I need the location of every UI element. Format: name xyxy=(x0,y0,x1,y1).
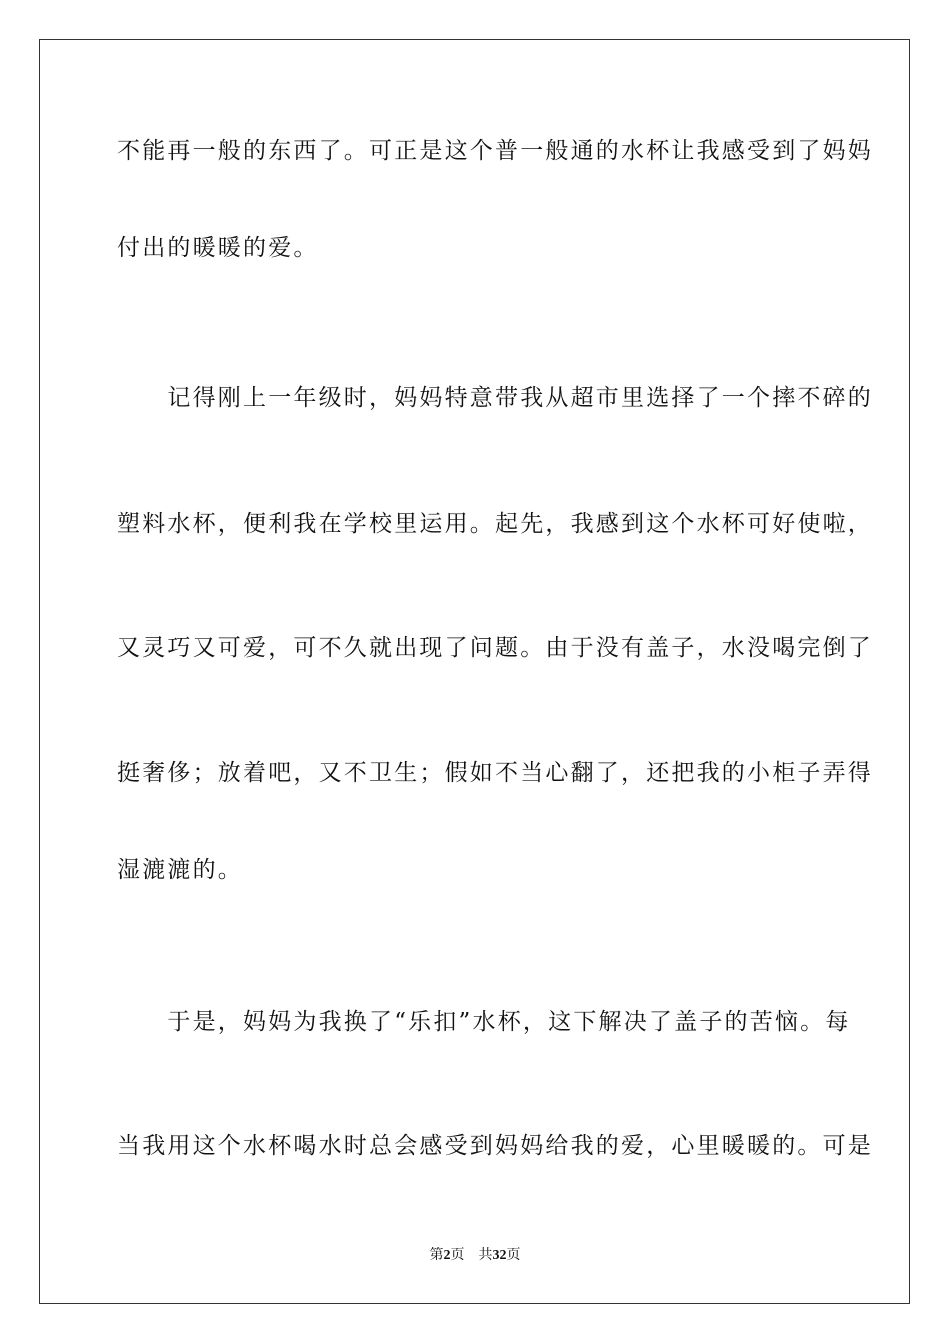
body-line-1: 不能再一般的东西了。可正是这个普一般通的水杯让我感受到了妈妈 xyxy=(117,138,873,164)
footer-total-prefix: 共 xyxy=(478,1248,493,1263)
footer-total-suffix: 页 xyxy=(506,1248,521,1263)
body-line-3: 记得刚上一年级时，妈妈特意带我从超市里选择了一个摔不碎的 xyxy=(117,385,873,411)
page-border xyxy=(39,39,910,1304)
page-footer xyxy=(0,1247,950,1265)
body-line-8: 于是，妈妈为我换了“乐扣”水杯，这下解决了盖子的苦恼。每 xyxy=(117,1009,851,1035)
footer-page-suffix: 页 xyxy=(450,1248,465,1263)
body-line-6: 挺奢侈；放着吧，又不卫生；假如不当心翻了，还把我的小柜子弄得 xyxy=(117,760,873,786)
body-line-4: 塑料水杯，便利我在学校里运用。起先，我感到这个水杯可好使啦， xyxy=(117,511,873,537)
body-line-5: 又灵巧又可爱，可不久就出现了问题。由于没有盖子，水没喝完倒了 xyxy=(117,635,873,661)
body-line-9: 当我用这个水杯喝水时总会感受到妈妈给我的爱，心里暖暖的。可是 xyxy=(117,1133,873,1159)
footer-page-number: 2 xyxy=(443,1248,451,1263)
body-line-2: 付出的暖暖的爱。 xyxy=(117,235,319,261)
footer-total-pages: 32 xyxy=(492,1248,507,1263)
footer-page-prefix: 第 xyxy=(429,1248,444,1263)
body-line-7: 湿漉漉的。 xyxy=(117,857,243,883)
